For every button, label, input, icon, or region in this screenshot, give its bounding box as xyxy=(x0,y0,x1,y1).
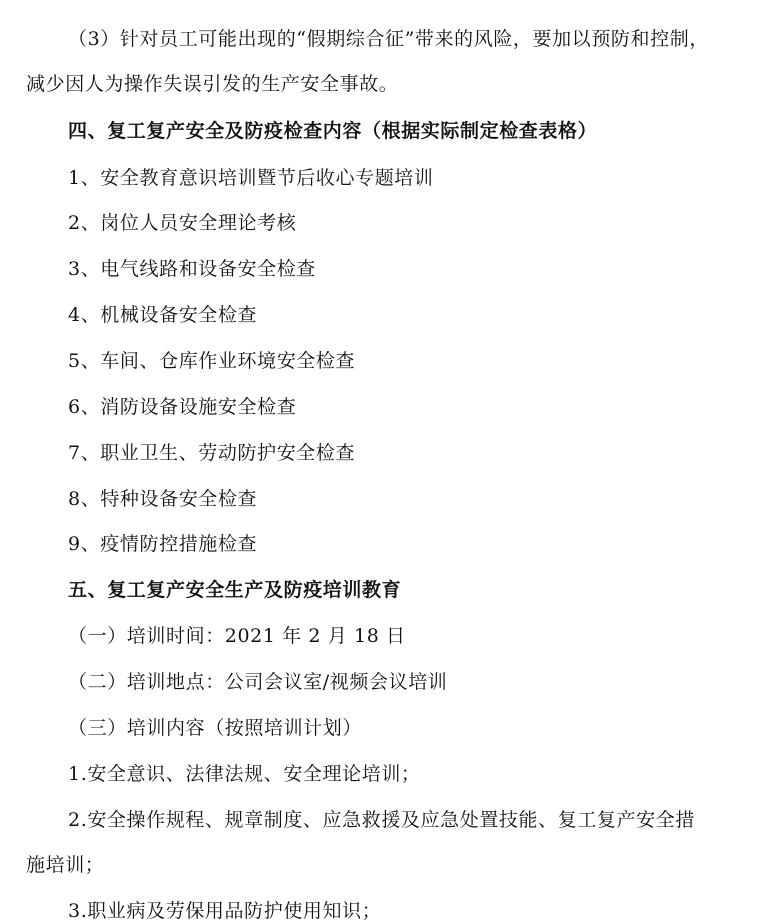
check-item-3: 3、电气线路和设备安全检查 xyxy=(68,258,316,280)
training-place: （二）培训地点：公司会议室/视频会议培训 xyxy=(68,671,448,693)
content-item-2-line-2: 施培训； xyxy=(26,854,105,876)
check-item-5: 5、车间、仓库作业环境安全检查 xyxy=(68,350,356,372)
check-item-4: 4、机械设备安全检查 xyxy=(68,304,258,326)
check-item-1: 1、安全教育意识培训暨节后收心专题培训 xyxy=(68,167,434,189)
check-item-9: 9、疫情防控措施检查 xyxy=(68,533,258,555)
intro-paragraph-line-2: 减少因人为操作失误引发的生产安全事故。 xyxy=(26,73,399,95)
check-item-8: 8、特种设备安全检查 xyxy=(68,488,258,510)
content-item-2-line-1: 2.安全操作规程、规章制度、应急救援及应急处置技能、复工复产安全措 xyxy=(68,809,695,831)
training-content-heading: （三）培训内容（按照培训计划） xyxy=(68,717,363,739)
check-item-7: 7、职业卫生、劳动防护安全检查 xyxy=(68,442,356,464)
section-5-heading: 五、复工复产安全生产及防疫培训教育 xyxy=(68,579,402,601)
training-time: （一）培训时间：2021 年 2 月 18 日 xyxy=(68,625,406,647)
section-4-heading: 四、复工复产安全及防疫检查内容（根据实际制定检查表格） xyxy=(68,120,598,142)
check-item-2: 2、岗位人员安全理论考核 xyxy=(68,212,297,234)
check-item-6: 6、消防设备设施安全检查 xyxy=(68,396,297,418)
intro-paragraph-line-1: （3）针对员工可能出现的“假期综合征”带来的风险，要加以预防和控制， xyxy=(68,28,709,50)
content-item-3: 3.职业病及劳保用品防护使用知识； xyxy=(68,900,382,922)
content-item-1: 1.安全意识、法律法规、安全理论培训； xyxy=(68,763,421,785)
